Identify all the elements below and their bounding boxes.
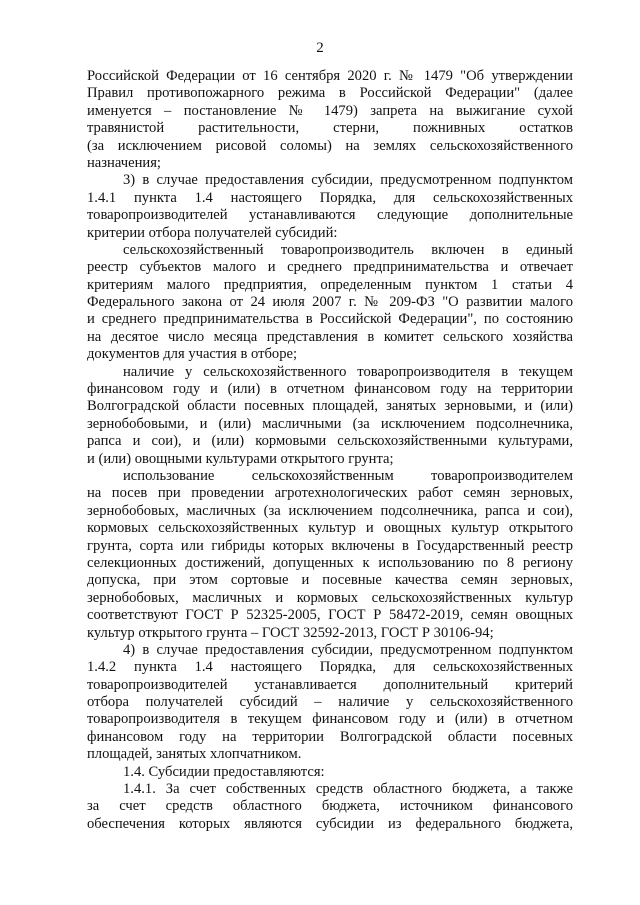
text-line: Правил противопожарного режима в Российской Федерации" (далее [87,85,573,102]
text-line: финансовом году и (или) в отчетном финансовом году на территории [87,381,573,398]
text-line: на десятое число месяца представления в комитет сельского хозяйства [87,328,573,345]
text-line: именуется – постановление № 1479) запрета на выжигание сухой [87,102,573,119]
text-line: товаропроизводителя в текущем финансовом году и (или) в отчетном [87,711,573,728]
text-line: обеспечения которых являются субсидии из федерального бюджета, [87,815,573,832]
text-line: на посев при проведении агротехнологических работ семян зерновых, [87,485,573,502]
text-line: соответствуют ГОСТ Р 52325-2005, ГОСТ Р 58472-2019, семян овощных [87,607,573,624]
text-line: зернобобовых, масличных и кормовых сельскохозяйственных культур [87,589,573,606]
text-line: назначения; [87,154,161,171]
text-line: документов для участия в отборе; [87,346,298,363]
text-line: 1.4. Субсидии предоставляются: [123,763,325,780]
text-line: зернобобовых, масличных (за исключением подсолнечника, рапса и сои), [87,502,573,519]
text-line: отбора получателей субсидий – наличие у сельскохозяйственного [87,694,573,711]
text-line: площадей, занятых хлопчатником. [87,746,302,763]
text-line: рапса и сои), и (или) кормовыми сельскохозяйственными культурами, [87,433,573,450]
text-line: товаропроизводителей устанавливается дополнительный критерий [87,676,573,693]
text-line: (за исключением рисовой соломы) на землях сельскохозяйственного [87,137,573,154]
text-line: и среднего предпринимательства в Российской Федерации", по состоянию [87,311,573,328]
text-line: товаропроизводителей устанавливаются следующие дополнительные [87,207,573,224]
text-line: 1.4.2 пункта 1.4 настоящего Порядка, для сельскохозяйственных [87,659,573,676]
text-line: наличие у сельскохозяйственного товаропроизводителя в текущем [123,363,573,380]
text-line: зернобобовыми, и (или) масличными (за исключением подсолнечника, [87,415,573,432]
text-line: финансовом году на территории Волгоградской области посевных [87,728,573,745]
text-line: Российской Федерации от 16 сентября 2020 г. № 1479 "Об утверждении [87,68,573,84]
text-line: критерии отбора получателей субсидий: [87,224,338,241]
text-line: реестр субъектов малого и среднего предпринимательства и отвечает [87,259,573,276]
page-number: 2 [316,40,324,56]
text-line: 1.4.1. За счет собственных средств областного бюджета, а также [123,781,573,798]
text-line: грунта, сорта или гибриды которых включены в Государственный реестр [87,537,573,554]
text-line: селекционных достижений, допущенных к использованию по 8 региону [87,554,573,571]
text-line: допуска, при этом сортовые и посевные качества семян зерновых, [87,572,573,589]
text-line: критериям малого предприятия, определенным пунктом 1 статьи 4 [87,276,573,293]
text-line: кормовых сельскохозяйственных культур и овощных культур открытого [87,520,573,537]
text-line: Волгоградской области посевных площадей, занятых зерновыми, и (или) [87,398,573,415]
text-line: культур открытого грунта – ГОСТ 32592-2013, ГОСТ Р 30106-94; [87,624,494,641]
text-line: за счет средств областного бюджета, источником финансового [87,798,573,815]
text-line: использование сельскохозяйственным товаропроизводителем [123,467,573,484]
text-line: травянистой растительности, стерни, пожнивных остатков [87,120,573,137]
text-line: сельскохозяйственный товаропроизводитель включен в единый [123,241,573,258]
document-body [87,68,573,833]
text-line: 4) в случае предоставления субсидии, предусмотренном подпунктом [123,641,573,658]
text-line: 1.4.1 пункта 1.4 настоящего Порядка, для сельскохозяйственных [87,189,573,206]
text-line: Федерального закона от 24 июля 2007 г. № 209-ФЗ "О развитии малого [87,294,573,311]
text-line: и (или) овощными культурами открытого грунта; [87,450,394,467]
text-line: 3) в случае предоставления субсидии, предусмотренном подпунктом [123,172,573,189]
